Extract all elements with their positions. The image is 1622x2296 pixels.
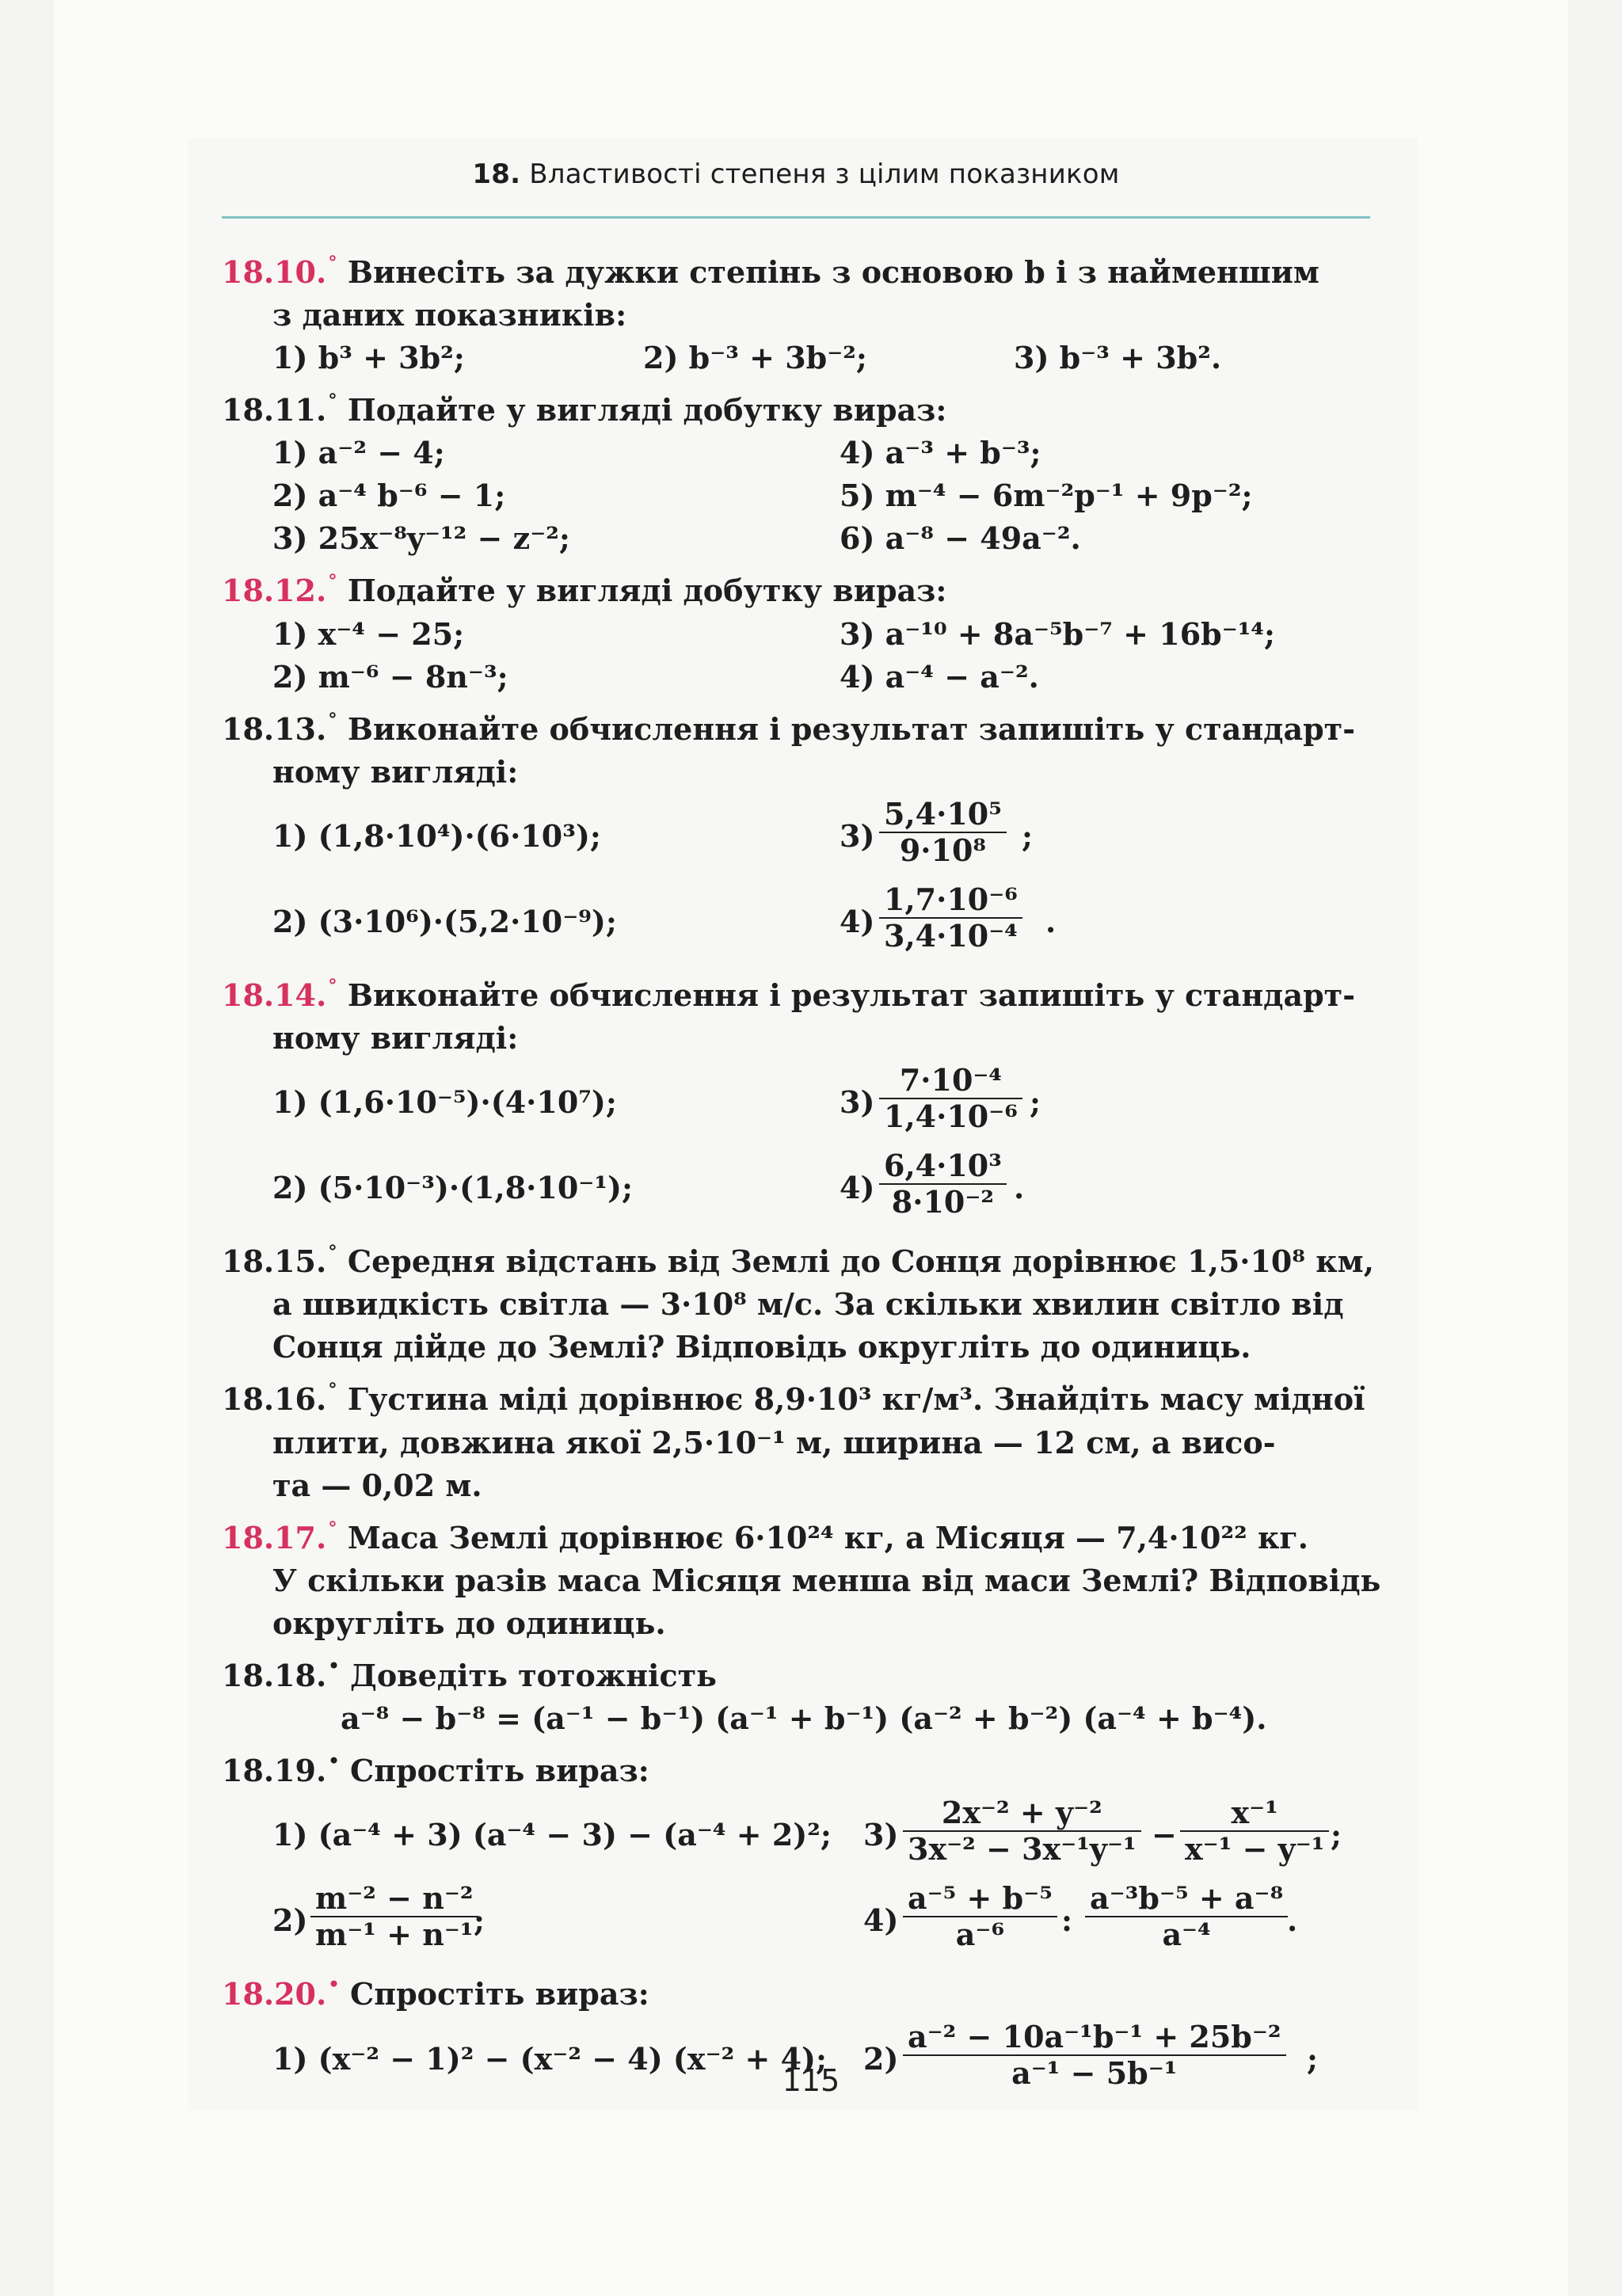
exercise-items	[222, 1145, 1370, 1231]
item: 2) m⁻⁶ − 8n⁻³;	[272, 658, 508, 695]
exercise-number: 18.16.°	[222, 1380, 337, 1418]
exercise-number: 18.12.°	[222, 571, 337, 609]
exercise-items	[222, 337, 1370, 379]
identity-formula: a⁻⁸ − b⁻⁸ = (a⁻¹ − b⁻¹) (a⁻¹ + b⁻¹) (a⁻² + b⁻²) (a⁻⁴ + b⁻⁴).	[341, 1700, 1267, 1737]
item-label: 3)	[840, 817, 875, 854]
denominator: 1,4·10⁻⁶	[884, 1099, 1018, 1135]
exercise-number: 18.13.°	[222, 709, 337, 747]
item: 3) a⁻¹⁰ + 8a⁻⁵b⁻⁷ + 16b⁻¹⁴;	[840, 615, 1276, 652]
exercise-text: Спростіть вираз:	[350, 1976, 649, 2012]
fraction	[1085, 1881, 1288, 1952]
exercise-18-11	[222, 379, 1370, 432]
exercise-text: Спростіть вираз:	[350, 1753, 649, 1789]
numerator: a⁻² − 10a⁻¹b⁻¹ + 25b⁻²	[903, 2020, 1286, 2056]
item: 5) m⁻⁴ − 6m⁻²p⁻¹ + 9p⁻²;	[840, 478, 1253, 514]
denominator: 9·10⁸	[899, 832, 987, 868]
punctuation: .	[1045, 903, 1057, 939]
item: 2) (3·10⁶)·(5,2·10⁻⁹);	[272, 903, 617, 939]
chapter-title: Властивості степеня з цілим показником	[529, 158, 1120, 190]
exercise-number: 18.20.•	[222, 1974, 340, 2012]
exercise-number: 18.11.°	[222, 390, 337, 428]
item: 1) x⁻⁴ − 25;	[272, 615, 465, 652]
denominator: a⁻⁶	[955, 1917, 1005, 1953]
item: 4) a⁻³ + b⁻³;	[840, 435, 1041, 471]
exercise-18-17	[222, 1507, 1370, 1559]
item-label: 4)	[840, 903, 875, 939]
exercise-text: Подайте у вигляді добутку вираз:	[347, 392, 947, 428]
page-number: 115	[782, 2063, 840, 2098]
exercise-number: 18.17.°	[222, 1517, 337, 1555]
item-label: 4)	[863, 1902, 899, 1939]
item: 1) (a⁻⁴ + 3) (a⁻⁴ − 3) − (a⁻⁴ + 2)²;	[272, 1817, 832, 1853]
exercise-18-12	[222, 560, 1370, 612]
exercise-items	[222, 1878, 1370, 1963]
numerator: a⁻⁵ + b⁻⁵	[903, 1881, 1057, 1917]
exercise-text-cont: У скільки разів маса Місяця менша від маси Землі? Відповідь	[272, 1562, 1381, 1598]
fraction	[1180, 1795, 1329, 1867]
exercise-items	[222, 517, 1370, 560]
exercise-number: 18.19.•	[222, 1751, 340, 1789]
item: 1) (1,8·10⁴)·(6·10³);	[272, 817, 601, 854]
header-divider	[222, 216, 1370, 219]
numerator: 6,4·10³	[879, 1148, 1007, 1185]
numerator: 5,4·10⁵	[879, 797, 1007, 833]
exercise-items	[222, 656, 1370, 699]
exercise-number: 18.14.°	[222, 975, 337, 1014]
exercise-items	[222, 474, 1370, 517]
fraction	[879, 882, 1022, 954]
exercise-18-19	[222, 1740, 1370, 1792]
punctuation: ;	[1022, 817, 1034, 854]
item: 1) (x⁻² − 1)² − (x⁻² − 4) (x⁻² + 4);	[272, 2040, 828, 2077]
punctuation: .	[1014, 1170, 1025, 1206]
numerator: m⁻² − n⁻²	[310, 1881, 478, 1917]
exercise-18-10	[222, 242, 1370, 294]
exercise-items	[222, 879, 1370, 965]
fraction	[879, 797, 1007, 868]
denominator: 3,4·10⁻⁴	[884, 917, 1018, 954]
exercise-text: Подайте у вигляді добутку вираз:	[347, 573, 947, 609]
item: 3) 25x⁻⁸y⁻¹² − z⁻²;	[272, 520, 570, 557]
exercise-text: Винесіть за дужки степінь з основою b і з найменшим	[347, 254, 1319, 291]
fraction	[903, 1795, 1141, 1867]
operator: :	[1061, 1902, 1073, 1939]
denominator: x⁻¹ − y⁻¹	[1185, 1831, 1325, 1868]
exercise-text-cont: та — 0,02 м.	[272, 1467, 482, 1503]
fraction	[879, 1063, 1022, 1134]
exercise-18-16	[222, 1369, 1370, 1421]
numerator: 2x⁻² + y⁻²	[903, 1795, 1141, 1832]
numerator: a⁻³b⁻⁵ + a⁻⁸	[1085, 1881, 1288, 1917]
fraction	[879, 1148, 1007, 1220]
exercise-text: Виконайте обчислення і результат запишіть у стандарт-	[347, 710, 1356, 747]
exercise-text-cont: з даних показників:	[272, 297, 627, 333]
denominator: a⁻⁴	[1162, 1917, 1211, 1953]
item: 2) a⁻⁴ b⁻⁶ − 1;	[272, 478, 506, 514]
item: 6) a⁻⁸ − 49a⁻².	[840, 520, 1081, 557]
exercise-items	[222, 613, 1370, 656]
punctuation: ;	[1331, 1817, 1342, 1853]
punctuation: ;	[474, 1902, 485, 1939]
exercise-text-cont: ному вигляді:	[272, 1020, 519, 1057]
item-label: 3)	[840, 1084, 875, 1121]
exercise-18-15	[222, 1231, 1374, 1283]
exercise-number: 18.10.°	[222, 253, 337, 291]
item-label: 4)	[840, 1170, 875, 1206]
exercise-18-20	[222, 1963, 1370, 2016]
exercise-items	[222, 1792, 1370, 1878]
item: 1) a⁻² − 4;	[272, 435, 445, 471]
exercise-text: Густина міді дорівнює 8,9·10³ кг/м³. Знайдіть масу мідної	[347, 1381, 1365, 1418]
exercise-list	[222, 242, 1381, 2102]
exercise-18-18	[222, 1645, 1370, 1697]
exercise-text: Доведіть тотожність	[350, 1658, 717, 1694]
exercise-items	[222, 432, 1370, 474]
item-label: 3)	[863, 1817, 899, 1853]
operator: −	[1152, 1817, 1177, 1853]
fraction	[903, 1881, 1057, 1952]
punctuation: ;	[1307, 2040, 1319, 2077]
exercise-text-cont: плити, довжина якої 2,5·10⁻¹ м, ширина — 12 см, а висо-	[272, 1424, 1276, 1460]
exercise-18-14	[222, 965, 1370, 1017]
item-label: 2)	[863, 2040, 899, 2077]
exercise-text-cont: ному вигляді:	[272, 753, 519, 790]
denominator: 8·10⁻²	[891, 1184, 995, 1220]
denominator: a⁻¹ − 5b⁻¹	[1011, 2054, 1178, 2091]
exercise-18-13	[222, 699, 1370, 751]
item: 1) (1,6·10⁻⁵)·(4·10⁷);	[272, 1084, 617, 1121]
exercise-text-cont: а швидкість світла — 3·10⁸ м/с. За скільки хвилин світло від	[272, 1286, 1344, 1323]
item: 2) b⁻³ + 3b⁻²;	[643, 340, 867, 376]
exercise-items	[222, 1060, 1370, 1145]
chapter-number: 18.	[472, 158, 521, 190]
item-label: 2)	[272, 1902, 308, 1939]
exercise-text: Виконайте обчислення і результат запишіть у стандарт-	[347, 977, 1356, 1014]
exercise-text-cont: Сонця дійде до Землі? Відповідь округліть до одиниць.	[272, 1329, 1251, 1365]
denominator: m⁻¹ + n⁻¹	[315, 1917, 474, 1953]
exercise-number: 18.15.°	[222, 1242, 337, 1280]
item: 1) b³ + 3b²;	[272, 340, 465, 376]
exercise-text: Маса Землі дорівнює 6·10²⁴ кг, а Місяця — 7,4·10²² кг.	[347, 1519, 1308, 1555]
exercise-text: Середня відстань від Землі до Сонця дорівнює 1,5·10⁸ км,	[347, 1243, 1374, 1280]
item: 4) a⁻⁴ − a⁻².	[840, 658, 1039, 695]
fraction	[310, 1881, 478, 1952]
item: 3) b⁻³ + 3b².	[1014, 340, 1222, 376]
exercise-number: 18.18.•	[222, 1655, 340, 1694]
exercise-items	[222, 794, 1370, 879]
denominator: 3x⁻² − 3x⁻¹y⁻¹	[908, 1831, 1137, 1868]
page-header	[222, 158, 1370, 214]
numerator: 7·10⁻⁴	[879, 1063, 1022, 1099]
exercise-text-cont: округліть до одиниць.	[272, 1605, 666, 1641]
punctuation: .	[1287, 1902, 1298, 1939]
item: 2) (5·10⁻³)·(1,8·10⁻¹);	[272, 1170, 633, 1206]
numerator: 1,7·10⁻⁶	[879, 882, 1022, 919]
numerator: x⁻¹	[1180, 1795, 1329, 1832]
punctuation: ;	[1030, 1084, 1041, 1121]
